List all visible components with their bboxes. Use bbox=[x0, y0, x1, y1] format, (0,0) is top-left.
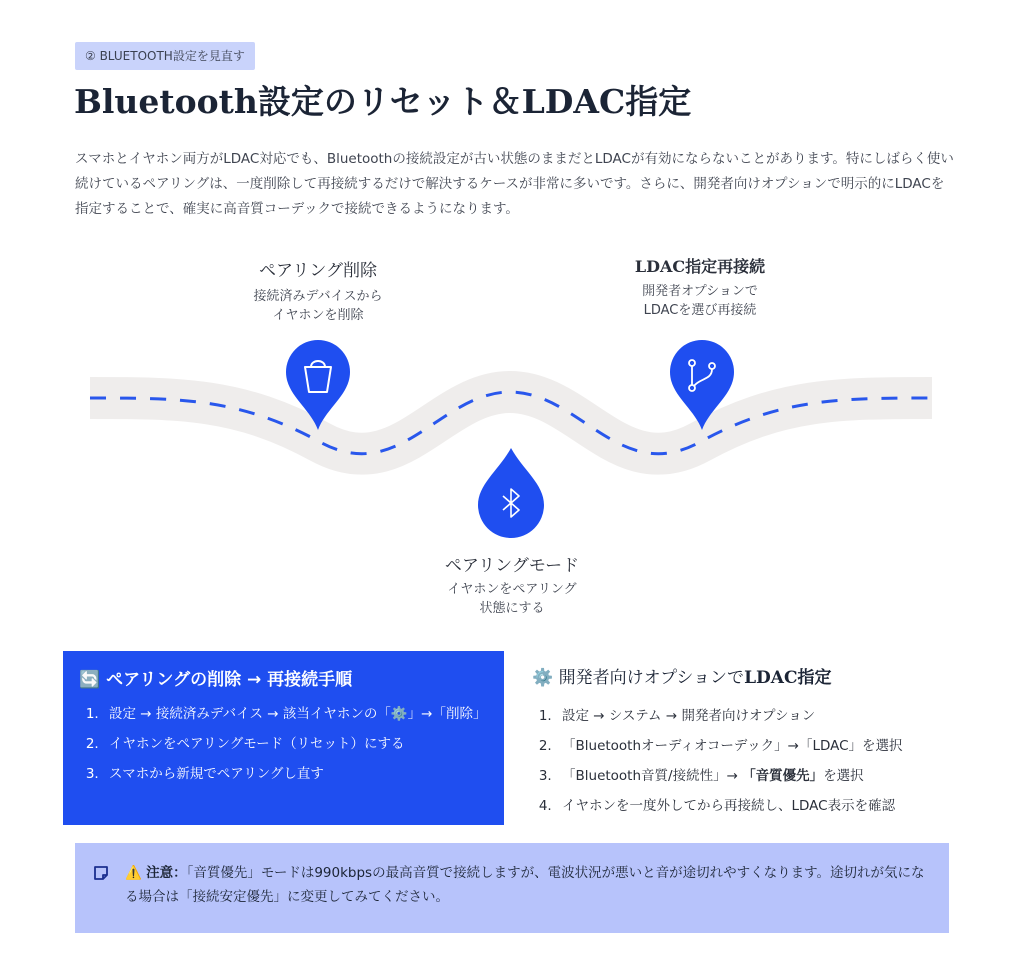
list-item: 2. イヤホンをペアリングモード（リセット）にする bbox=[103, 732, 488, 756]
road bbox=[90, 392, 932, 454]
gear-icon: ⚙️ bbox=[390, 706, 408, 722]
note-icon bbox=[93, 865, 109, 881]
refresh-icon: 🔄 bbox=[79, 670, 101, 690]
stop-desc-ldac: 開発者オプションで LDACを選び再接続 bbox=[642, 284, 758, 318]
developer-steps bbox=[532, 706, 972, 816]
pairing-steps bbox=[79, 702, 488, 786]
pairing-procedure-heading: 🔄 ペアリングの削除 → 再接続手順 bbox=[79, 670, 353, 690]
stop-title-ldac: LDAC指定再接続 bbox=[634, 257, 766, 276]
stop-title-pairing: ペアリングモード bbox=[444, 556, 580, 576]
pairing-procedure-card bbox=[63, 651, 504, 825]
roadmap-illustration bbox=[0, 220, 1024, 550]
list-item: 3. スマホから新規でペアリングし直す bbox=[103, 762, 488, 786]
list-item: 4. イヤホンを一度外してから再接続し、LDAC表示を確認 bbox=[556, 796, 972, 816]
list-item: 3. 「Bluetooth音質/接続性」→ 「音質優先」を選択 bbox=[556, 766, 972, 786]
intro-paragraph: スマホとイヤホン両方がLDAC対応でも、Bluetoothの接続設定が古い状態のままだとLDACが有効にならないことがあります。特にしばらく使い続けているペアリングは、一度削除して再接続するだけで解決するケースが非常に多いです。さらに、開発者向けオプションで明示的にLDACを指定することで、確実に高音質コーデックで接続できるようになります。 bbox=[75, 151, 954, 217]
stop-title-delete: ペアリング削除 bbox=[259, 261, 377, 281]
stop-desc-delete: 接続済みデバイスから イヤホンを削除 bbox=[253, 289, 383, 323]
section-badge: ② BLUETOOTH設定を見直す bbox=[75, 42, 255, 70]
developer-options-section bbox=[532, 663, 972, 826]
caution-note bbox=[75, 843, 949, 933]
stop-desc-pairing: イヤホンをペアリング 状態にする bbox=[447, 582, 577, 616]
gear-icon: ⚙️ bbox=[532, 668, 554, 688]
list-item: 1. 設定 → システム → 開発者向けオプション bbox=[556, 706, 972, 726]
warning-icon: ⚠️ bbox=[125, 865, 142, 881]
page-title: Bluetooth設定のリセット＆LDAC指定 bbox=[74, 82, 692, 121]
developer-options-heading: ⚙️ 開発者向けオプションでLDAC指定 bbox=[532, 668, 832, 688]
list-item: 2. 「Bluetoothオーディオコーデック」→「LDAC」を選択 bbox=[556, 736, 972, 756]
note-text: 「音質優先」モードは990kbpsの最高音質で接続しますが、電波状況が悪いと音が途切れやすくなります。途切れが気になる場合は「接続安定優先」に変更してみてください。 bbox=[125, 865, 925, 905]
list-item: 1. 設定 → 接続済みデバイス → 該当イヤホンの「⚙️」→「削除」 bbox=[103, 702, 488, 726]
note-label: 注意： bbox=[146, 865, 187, 881]
pin-pairing bbox=[478, 448, 544, 538]
